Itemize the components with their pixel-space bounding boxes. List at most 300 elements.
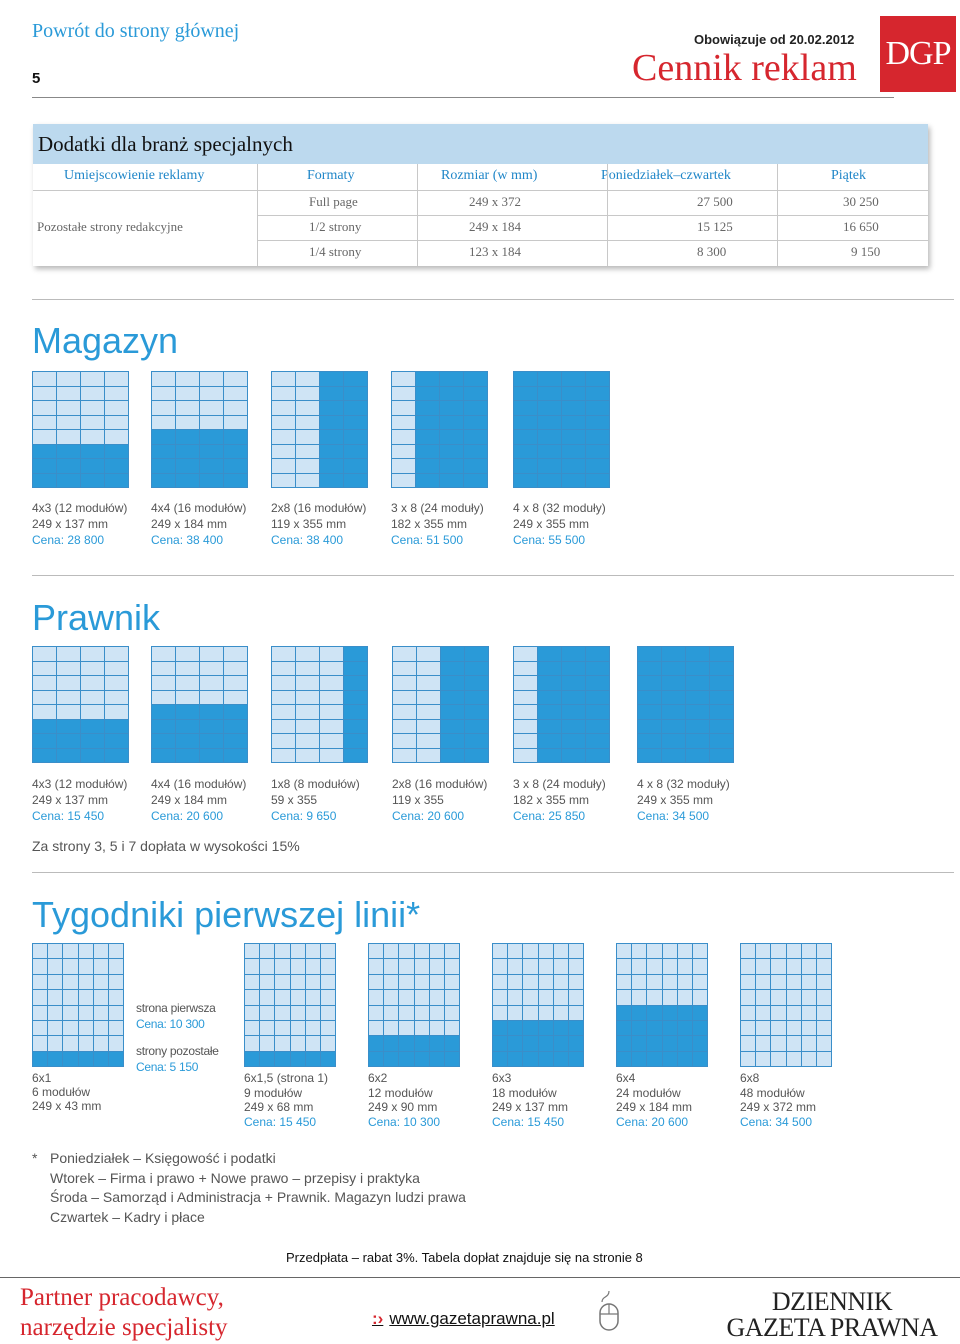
module-cell (224, 734, 247, 748)
module-cell (176, 749, 199, 763)
module-cell (344, 676, 367, 690)
module-cell (176, 416, 199, 430)
module-cell (33, 445, 56, 459)
module-cell (296, 676, 319, 690)
module-cell (296, 474, 319, 488)
module-cell (787, 1052, 801, 1066)
module-cell (57, 459, 80, 473)
module-cell (562, 734, 585, 748)
module-cell (33, 944, 47, 958)
pricing-table (33, 124, 928, 266)
module-cell (802, 1021, 816, 1035)
module-cell (416, 445, 439, 459)
other-pages-price-caption: strony pozostałe Cena: 5 150 (136, 1044, 219, 1074)
module-cell (538, 401, 561, 415)
module-cell (554, 990, 568, 1004)
module-grid-magazyn-3x8 (391, 371, 488, 488)
module-cell (440, 459, 463, 473)
module-cell (445, 1021, 459, 1035)
module-caption: 4x4 (16 modułów) 249 x 184 mm Cena: 38 400 (151, 501, 247, 547)
module-grid-prawnik-4x4 (151, 646, 248, 763)
module-cell (63, 1021, 77, 1035)
module-cell (224, 691, 247, 705)
module-cell (514, 691, 537, 705)
table-cell-format: 1/2 strony (309, 219, 362, 234)
table-cell-friday: 30 250 (843, 194, 879, 209)
module-cell (693, 1036, 707, 1050)
module-cell (710, 647, 733, 661)
module-cell (647, 990, 661, 1004)
module-cell (465, 705, 488, 719)
module-cell (384, 1021, 398, 1035)
footnote-line: Wtorek – Firma i prawo + Nowe prawo – przepisy i praktyka (50, 1169, 420, 1186)
module-cell (384, 1052, 398, 1066)
module-cell (224, 647, 247, 661)
module-cell (539, 1006, 553, 1020)
module-cell (508, 990, 522, 1004)
module-cell (105, 647, 128, 661)
module-cell (647, 1052, 661, 1066)
module-cell (48, 1036, 62, 1050)
module-caption: 6x8 48 modułów 249 x 372 mm Cena: 34 500 (740, 1071, 817, 1129)
module-caption: 2x8 (16 modułów) 119 x 355 mm Cena: 38 400 (271, 501, 367, 547)
module-cell (48, 1021, 62, 1035)
module-cell (57, 372, 80, 386)
module-cell (33, 430, 56, 444)
module-cell (275, 975, 289, 989)
module-cell (320, 459, 343, 473)
module-cell (586, 720, 609, 734)
module-cell (539, 1021, 553, 1035)
module-cell (539, 1052, 553, 1066)
module-cell (417, 749, 440, 763)
table-cell-size: 249 x 184 (469, 219, 521, 234)
module-cell (109, 990, 123, 1004)
module-cell (399, 959, 413, 973)
module-cell (81, 372, 104, 386)
module-cell (440, 401, 463, 415)
module-cell (296, 459, 319, 473)
module-cell (678, 1052, 692, 1066)
module-cell (176, 734, 199, 748)
module-cell (291, 959, 305, 973)
module-cell (392, 459, 415, 473)
module-cell (109, 1036, 123, 1050)
module-cell (441, 691, 464, 705)
module-cell (260, 990, 274, 1004)
module-cell (464, 416, 487, 430)
module-cell (320, 387, 343, 401)
module-cell (344, 445, 367, 459)
module-cell (756, 990, 770, 1004)
module-cell (399, 944, 413, 958)
module-cell (344, 416, 367, 430)
module-cell (33, 691, 56, 705)
module-cell (369, 1021, 383, 1035)
module-cell (321, 1052, 335, 1066)
website-link[interactable]: :› www.gazetaprawna.pl (372, 1309, 555, 1328)
module-cell (260, 959, 274, 973)
module-cell (79, 975, 93, 989)
module-cell (617, 1052, 631, 1066)
module-cell (514, 459, 537, 473)
module-cell (63, 975, 77, 989)
module-cell (57, 734, 80, 748)
module-cell (320, 691, 343, 705)
module-cell (787, 975, 801, 989)
module-cell (538, 647, 561, 661)
module-grid-magazyn-4x3 (32, 371, 129, 488)
module-cell (296, 720, 319, 734)
module-cell (224, 387, 247, 401)
prepayment-note: Przedpłata – rabat 3%. Tabela dopłat znajduje się na stronie 8 (286, 1250, 643, 1265)
module-cell (514, 662, 537, 676)
module-cell (493, 1021, 507, 1035)
module-cell (562, 416, 585, 430)
module-cell (586, 459, 609, 473)
module-cell (291, 1006, 305, 1020)
module-cell (176, 401, 199, 415)
module-cell (710, 676, 733, 690)
module-cell (538, 691, 561, 705)
module-cell (638, 647, 661, 661)
module-cell (741, 1006, 755, 1020)
module-cell (63, 990, 77, 1004)
module-cell (465, 720, 488, 734)
column-header-placement: Umiejscowienie reklamy (64, 168, 205, 183)
module-cell (384, 959, 398, 973)
module-cell (663, 990, 677, 1004)
module-cell (756, 959, 770, 973)
module-grid-magazyn-4x4 (151, 371, 248, 488)
module-cell (105, 387, 128, 401)
module-cell (94, 990, 108, 1004)
module-cell (464, 430, 487, 444)
module-grid-tygodniki-6x3 (492, 943, 584, 1067)
module-cell (508, 1021, 522, 1035)
module-cell (440, 372, 463, 386)
module-cell (538, 372, 561, 386)
module-cell (57, 676, 80, 690)
module-cell (416, 372, 439, 386)
module-cell (538, 387, 561, 401)
module-cell (245, 1036, 259, 1050)
module-cell (33, 720, 56, 734)
module-cell (200, 474, 223, 488)
module-cell (647, 1036, 661, 1050)
module-cell (81, 459, 104, 473)
module-cell (81, 647, 104, 661)
module-caption: 3 x 8 (24 moduły) 182 x 355 mm Cena: 25 850 (513, 777, 606, 823)
module-cell (176, 474, 199, 488)
module-cell (662, 734, 685, 748)
module-cell (554, 975, 568, 989)
module-cell (272, 474, 295, 488)
module-cell (245, 1021, 259, 1035)
module-cell (662, 720, 685, 734)
module-cell (272, 691, 295, 705)
module-cell (105, 474, 128, 488)
module-cell (678, 990, 692, 1004)
module-cell (33, 372, 56, 386)
module-cell (81, 734, 104, 748)
module-cell (686, 676, 709, 690)
module-cell (291, 990, 305, 1004)
module-cell (48, 1006, 62, 1020)
module-cell (81, 445, 104, 459)
surcharge-note: Za strony 3, 5 i 7 dopłata w wysokości 15% (32, 838, 300, 854)
module-cell (617, 1006, 631, 1020)
module-cell (554, 1052, 568, 1066)
module-cell (415, 975, 429, 989)
module-cell (415, 990, 429, 1004)
module-cell (152, 662, 175, 676)
module-cell (663, 1006, 677, 1020)
section-title-prawnik: Prawnik (32, 597, 161, 638)
module-cell (245, 990, 259, 1004)
module-cell (538, 445, 561, 459)
table-row-divider (257, 240, 928, 241)
module-cell (344, 372, 367, 386)
module-cell (464, 474, 487, 488)
module-cell (392, 445, 415, 459)
module-cell (710, 749, 733, 763)
module-cell (152, 459, 175, 473)
module-cell (508, 975, 522, 989)
module-cell (647, 959, 661, 973)
module-cell (105, 372, 128, 386)
module-caption: 3 x 8 (24 moduły) 182 x 355 mm Cena: 51 500 (391, 501, 484, 547)
module-cell (291, 1021, 305, 1035)
module-cell (586, 734, 609, 748)
module-cell (393, 676, 416, 690)
module-cell (260, 1021, 274, 1035)
table-title: Dodatki dla branż specjalnych (33, 124, 928, 164)
module-cell (320, 416, 343, 430)
module-cell (393, 647, 416, 661)
module-cell (392, 387, 415, 401)
module-cell (260, 1006, 274, 1020)
module-cell (710, 662, 733, 676)
module-cell (33, 975, 47, 989)
module-cell (493, 990, 507, 1004)
section-divider (32, 872, 954, 873)
module-cell (321, 959, 335, 973)
module-cell (802, 975, 816, 989)
module-cell (441, 647, 464, 661)
module-cell (632, 990, 646, 1004)
module-caption: 6x4 24 modułów 249 x 184 mm Cena: 20 600 (616, 1071, 693, 1129)
module-cell (105, 662, 128, 676)
module-cell (344, 474, 367, 488)
module-cell (617, 959, 631, 973)
module-cell (441, 734, 464, 748)
module-cell (562, 372, 585, 386)
module-cell (417, 691, 440, 705)
module-cell (105, 676, 128, 690)
module-cell (693, 959, 707, 973)
table-cell-mon-thu: 8 300 (697, 244, 727, 259)
module-cell (562, 474, 585, 488)
module-cell (344, 662, 367, 676)
module-cell (81, 691, 104, 705)
module-cell (417, 676, 440, 690)
module-cell (344, 401, 367, 415)
module-cell (710, 734, 733, 748)
module-cell (538, 430, 561, 444)
module-cell (523, 944, 537, 958)
module-cell (662, 749, 685, 763)
module-cell (399, 975, 413, 989)
column-header-mon-thu: Poniedziałek–czwartek (601, 168, 731, 183)
module-cell (296, 705, 319, 719)
module-cell (320, 372, 343, 386)
module-cell (662, 705, 685, 719)
module-cell (57, 445, 80, 459)
module-cell (79, 990, 93, 1004)
module-cell (152, 416, 175, 430)
module-cell (514, 387, 537, 401)
module-cell (445, 990, 459, 1004)
module-cell (647, 975, 661, 989)
module-cell (105, 749, 128, 763)
module-cell (617, 944, 631, 958)
module-cell (538, 416, 561, 430)
module-cell (392, 401, 415, 415)
module-caption: 4x4 (16 modułów) 249 x 184 mm Cena: 20 600 (151, 777, 247, 823)
module-cell (344, 734, 367, 748)
module-cell (663, 959, 677, 973)
module-cell (200, 749, 223, 763)
module-cell (105, 459, 128, 473)
module-grid-magazyn-4x8 (513, 371, 610, 488)
module-cell (275, 1021, 289, 1035)
module-cell (632, 1036, 646, 1050)
module-cell (224, 445, 247, 459)
module-cell (176, 445, 199, 459)
module-cell (445, 959, 459, 973)
table-cell-format: 1/4 strony (309, 244, 362, 259)
module-cell (105, 691, 128, 705)
module-caption: 2x8 (16 modułów) 119 x 355 Cena: 20 600 (392, 777, 488, 823)
module-cell (384, 1006, 398, 1020)
module-cell (710, 720, 733, 734)
module-cell (686, 662, 709, 676)
module-cell (686, 720, 709, 734)
module-cell (686, 691, 709, 705)
module-cell (275, 1006, 289, 1020)
valid-from-date: Obowiązuje od 20.02.2012 (694, 32, 855, 47)
back-to-home-link[interactable]: Powrót do strony głównej (32, 20, 240, 42)
footnote-marker: * (32, 1150, 38, 1166)
footnote-line: Czwartek – Kadry i płace (50, 1208, 205, 1225)
section-title-magazyn: Magazyn (32, 320, 179, 361)
module-cell (771, 990, 785, 1004)
module-cell (441, 720, 464, 734)
module-cell (33, 1006, 47, 1020)
module-cell (33, 705, 56, 719)
module-cell (802, 959, 816, 973)
module-cell (224, 676, 247, 690)
module-cell (320, 662, 343, 676)
module-cell (817, 1006, 831, 1020)
module-cell (392, 416, 415, 430)
module-cell (562, 662, 585, 676)
module-cell (245, 975, 259, 989)
module-cell (81, 662, 104, 676)
module-cell (663, 1021, 677, 1035)
table-row-divider (33, 190, 928, 191)
module-cell (369, 975, 383, 989)
module-cell (296, 387, 319, 401)
module-cell (440, 430, 463, 444)
module-caption: 4 x 8 (32 moduły) 249 x 355 mm Cena: 34 500 (637, 777, 730, 823)
module-cell (320, 734, 343, 748)
module-cell (384, 1036, 398, 1050)
module-cell (741, 990, 755, 1004)
module-cell (152, 474, 175, 488)
module-cell (152, 734, 175, 748)
module-cell (569, 990, 583, 1004)
module-cell (94, 944, 108, 958)
module-cell (399, 1021, 413, 1035)
module-cell (105, 720, 128, 734)
module-cell (440, 474, 463, 488)
module-cell (562, 691, 585, 705)
module-cell (562, 387, 585, 401)
module-cell (415, 1006, 429, 1020)
module-cell (416, 459, 439, 473)
module-cell (63, 1006, 77, 1020)
module-cell (200, 372, 223, 386)
module-cell (320, 647, 343, 661)
module-cell (493, 1052, 507, 1066)
module-cell (296, 445, 319, 459)
module-cell (554, 959, 568, 973)
module-cell (569, 959, 583, 973)
module-cell (538, 705, 561, 719)
module-cell (94, 1052, 108, 1066)
page-number: 5 (32, 70, 41, 87)
module-cell (109, 959, 123, 973)
footnote-line: Środa – Samorząd i Administracja + Prawnik. Magazyn ludzi prawa (50, 1189, 466, 1205)
table-cell-friday: 9 150 (851, 244, 881, 259)
module-cell (440, 416, 463, 430)
module-cell (296, 430, 319, 444)
module-cell (562, 459, 585, 473)
module-grid-prawnik-4x3 (32, 646, 129, 763)
module-cell (79, 1021, 93, 1035)
section-divider (32, 299, 954, 300)
module-cell (817, 990, 831, 1004)
module-cell (306, 944, 320, 958)
module-cell (272, 749, 295, 763)
module-cell (344, 459, 367, 473)
module-cell (756, 1052, 770, 1066)
module-cell (393, 662, 416, 676)
module-cell (152, 676, 175, 690)
module-cell (176, 676, 199, 690)
module-cell (586, 445, 609, 459)
module-cell (662, 647, 685, 661)
module-cell (176, 372, 199, 386)
module-cell (63, 1036, 77, 1050)
module-grid-tygodniki-6x1 (32, 943, 124, 1067)
module-cell (392, 430, 415, 444)
module-cell (693, 1021, 707, 1035)
module-cell (33, 959, 47, 973)
module-cell (321, 1036, 335, 1050)
